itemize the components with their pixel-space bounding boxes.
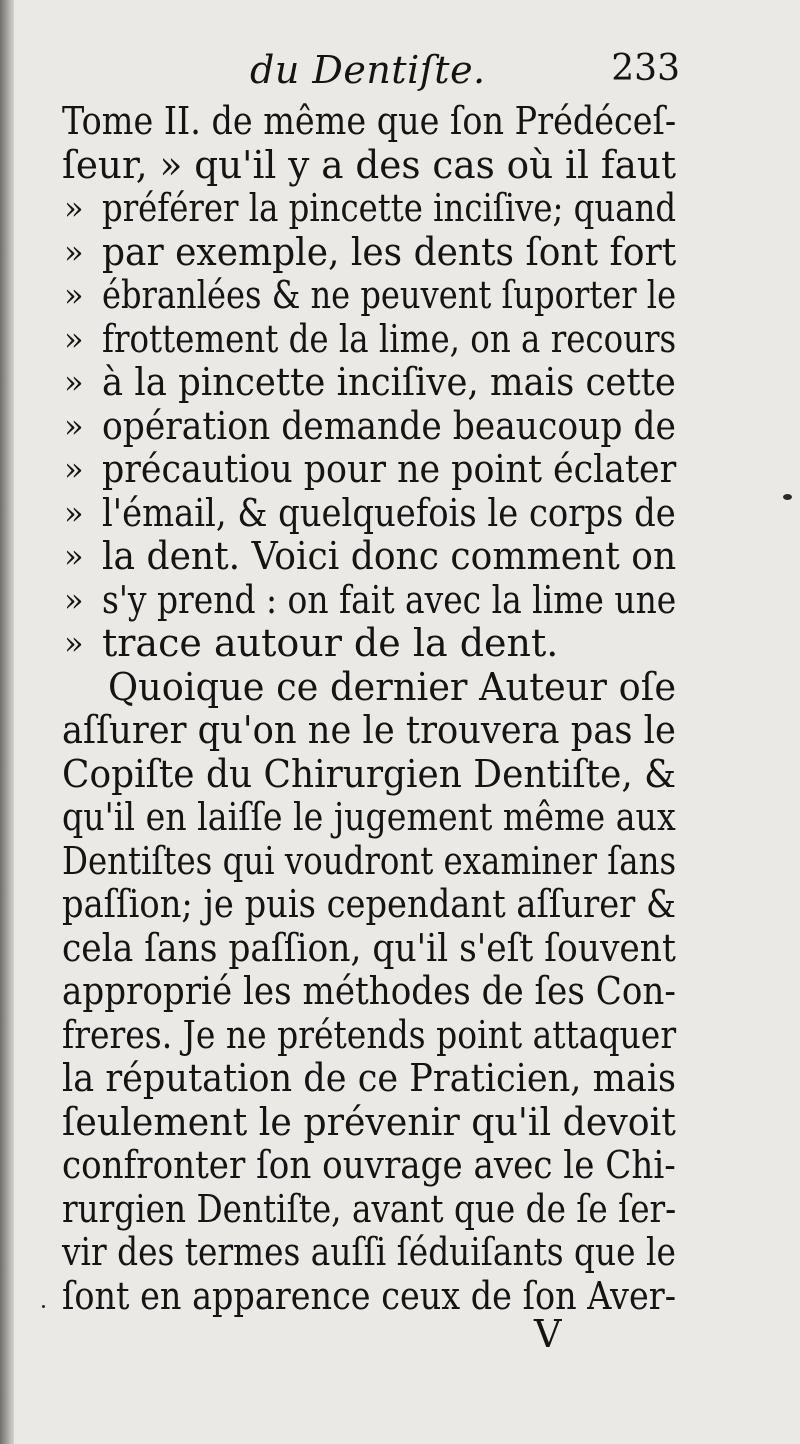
line-text: freres. Je ne prétends point attaquer <box>62 1012 677 1057</box>
quote-mark: » <box>64 450 84 488</box>
text-line <box>0 448 800 492</box>
quote-mark: » <box>64 189 84 227</box>
quote-mark: » <box>64 319 84 358</box>
text-line <box>0 927 800 971</box>
text-line <box>0 666 800 710</box>
quote-mark: » <box>64 624 84 662</box>
text-line <box>0 796 800 840</box>
line-text: ſeulement le prévenir qu'il devoit <box>62 1099 676 1144</box>
running-head-title: du Dentiſte. <box>250 48 486 92</box>
text-line <box>0 405 800 449</box>
line-text: par exemple, les dents ſont fort <box>102 229 677 274</box>
text-line <box>0 1275 800 1319</box>
line-text: trace autour de la dent. <box>102 621 559 665</box>
quote-mark: » <box>64 363 84 401</box>
line-text: cela ſans paſſion, qu'il s'eſt ſouvent <box>62 925 676 970</box>
text-line <box>0 361 800 405</box>
text-line <box>0 100 800 144</box>
text-line <box>0 535 800 579</box>
ink-blemish <box>783 494 792 500</box>
quote-mark: » <box>64 493 84 532</box>
line-text: préférer la pincette inciſive; quand <box>102 186 677 230</box>
ink-blemish <box>42 1305 45 1308</box>
text-line <box>0 579 800 623</box>
line-text: rurgien Dentiſte, avant que de ſe ſer- <box>62 1186 677 1231</box>
text-line <box>0 492 800 536</box>
line-text: qu'il en laiſſe le jugement même aux <box>62 795 676 839</box>
line-text: ébranlées & ne peuvent ſuporter le <box>102 273 677 317</box>
text-line <box>0 709 800 753</box>
text-line <box>0 1057 800 1101</box>
text-line <box>0 144 800 188</box>
text-line <box>0 622 800 666</box>
line-text: Quoique ce dernier Auteur oſe <box>108 664 677 709</box>
line-text: Dentiſtes qui voudront examiner ſans <box>62 838 677 883</box>
line-text: ſeur, » qu'il y a des cas où il faut <box>62 142 676 187</box>
text-line <box>0 187 800 231</box>
page-number: 233 <box>611 48 680 89</box>
line-text: approprié les méthodes de ſes Con- <box>62 969 676 1013</box>
quote-mark: » <box>64 232 84 271</box>
line-text: opération demande beaucoup de <box>102 403 676 448</box>
line-text: Tome II. de même que ſon Prédéceſ- <box>62 99 677 143</box>
line-text: paſſion; je puis cependant aſſurer & <box>62 882 677 926</box>
line-text: la dent. Voici donc comment on <box>102 534 677 578</box>
text-line <box>0 840 800 884</box>
text-line <box>0 1014 800 1058</box>
quote-mark: » <box>64 537 84 575</box>
text-line <box>0 274 800 318</box>
line-text: confronter ſon ouvrage avec le Chi- <box>62 1143 676 1187</box>
text-line <box>0 231 800 275</box>
text-line <box>0 970 800 1014</box>
quote-mark: » <box>64 406 84 445</box>
quote-mark: » <box>64 276 84 314</box>
text-line <box>0 1101 800 1145</box>
line-text: ſont en apparence ceux de ſon Aver- <box>62 1273 677 1318</box>
line-text: frottement de la lime, on a recours <box>102 316 677 361</box>
text-line <box>0 1188 800 1232</box>
line-text: à la pincette inciſive, mais cette <box>102 360 676 404</box>
line-text: la réputation de ce Praticien, mais <box>62 1056 677 1100</box>
line-text: aſſurer qu'on ne le trouvera pas le <box>62 708 676 752</box>
line-text: Copiſte du Chirurgien Dentiſte, & <box>62 751 677 796</box>
running-head <box>60 48 680 100</box>
text-line <box>0 753 800 797</box>
quote-mark: » <box>64 580 84 619</box>
text-line <box>0 1231 800 1275</box>
line-text: vir des termes auſſi ſéduiſants que le <box>62 1230 676 1274</box>
line-text: l'émail, & quelquefois le corps de <box>102 490 676 535</box>
line-text: précautiou pour ne point éclater <box>102 447 677 491</box>
text-line <box>0 1144 800 1188</box>
text-line <box>0 318 800 362</box>
catchword: V <box>534 1312 562 1356</box>
line-text: s'y prend : on fait avec la lime une <box>102 577 677 622</box>
text-line <box>0 883 800 927</box>
text-body <box>0 100 800 1318</box>
